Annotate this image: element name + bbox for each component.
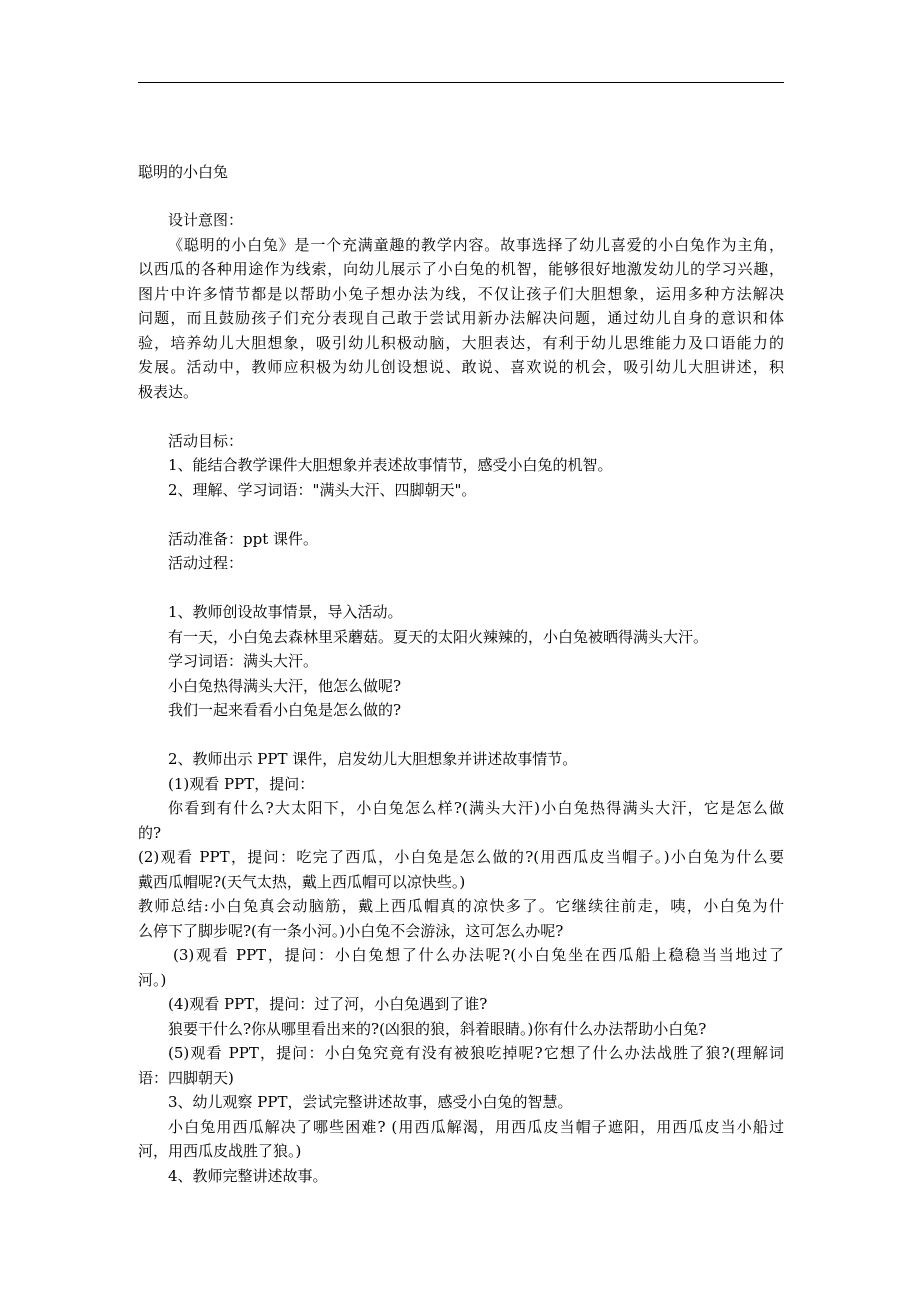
design-intent-line: 验，培养幼儿大胆想象，吸引幼儿积极动脑，大胆表达，有利于幼儿思维能力及口语能力的 xyxy=(138,333,784,352)
step2-question-2: 戴西瓜帽呢?(天气太热，戴上西瓜帽可以凉快些。) xyxy=(138,872,466,891)
step1-line: 学习词语：满头大汗。 xyxy=(168,652,319,670)
header-rule xyxy=(138,82,784,83)
step2-question-4: (4)观看 PPT，提问：过了河，小白兔遇到了谁? xyxy=(168,995,488,1013)
teacher-summary: 教师总结:小白兔真会动脑筋，戴上西瓜帽真的凉快多了。它继续往前走，咦，小白兔为什 xyxy=(138,897,784,915)
step4-heading: 4、教师完整讲述故事。 xyxy=(168,1166,328,1185)
design-intent-line: 问题，而且鼓励孩子们充分表现自己敢于尝试用新办法解决问题，通过幼儿自身的意识和体 xyxy=(138,309,784,327)
goal-item: 2、理解、学习词语："满头大汗、四脚朝天"。 xyxy=(168,480,477,499)
step2-question-3: (3)观看 PPT，提问：小白兔想了什么办法呢?(小白兔坐在西瓜船上稳稳当当地过了 xyxy=(173,946,784,964)
design-intent-paragraph xyxy=(138,233,784,405)
teacher-summary: 么停下了脚步呢?(有一条小河。)小白兔不会游泳，这可怎么办呢? xyxy=(138,921,564,940)
step1-line: 有一天，小白兔去森林里采蘑菇。夏天的太阳火辣辣的，小白兔被晒得满头大汗。 xyxy=(168,627,709,646)
step2-question-1: (1)观看 PPT，提问： xyxy=(168,774,315,793)
step2-question-1-detail: 的? xyxy=(138,823,162,842)
goal-item: 1、能结合教学课件大胆想象并表述故事情节，感受小白兔的机智。 xyxy=(168,456,613,474)
step2-question-5: (5)观看 PPT，提问：小白兔究竟有没有被狼吃掉呢?它想了什么办法战胜了狼?(理解词 xyxy=(168,1044,784,1062)
preparation: 活动准备：ppt 课件。 xyxy=(168,529,319,548)
step2-question-2: (2)观看 PPT，提问：吃完了西瓜，小白兔是怎么做的?(用西瓜皮当帽子。)小白兔为什么要 xyxy=(138,848,784,866)
document-title: 聪明的小白兔 xyxy=(138,163,229,181)
step3-line: 小白兔用西瓜解决了哪些困难? (用西瓜解渴，用西瓜皮当帽子遮阳，用西瓜皮当小船过 xyxy=(168,1117,784,1136)
design-intent-heading: 设计意图： xyxy=(168,211,244,229)
design-intent-line: 发展。活动中，教师应积极为幼儿创设想说、敢说、喜欢说的机会，吸引幼儿大胆讲述，积 xyxy=(138,358,784,376)
step2-question-3: 河。) xyxy=(138,970,167,989)
goals-heading: 活动目标： xyxy=(168,431,244,450)
design-intent-line: 极表达。 xyxy=(138,382,199,401)
step2-heading: 2、教师出示 PPT 课件，启发幼儿大胆想象并讲述故事情节。 xyxy=(168,750,578,768)
step1-heading: 1、教师创设故事情景，导入活动。 xyxy=(168,603,403,621)
step3-line: 河，用西瓜皮战胜了狼。) xyxy=(138,1142,302,1160)
step3-heading: 3、幼儿观察 PPT，尝试完整讲述故事，感受小白兔的智慧。 xyxy=(168,1093,573,1111)
design-intent-line: 图片中许多情节都是以帮助小兔子想办法为线，不仅让孩子们大胆想象，运用多种方法解决 xyxy=(138,284,784,303)
step2-question-1-detail: 你看到有什么?大太阳下，小白兔怎么样?(满头大汗)小白兔热得满头大汗，它是怎么做 xyxy=(168,799,784,817)
step1-line: 我们一起来看看小白兔是怎么做的? xyxy=(168,701,402,719)
design-intent-line: 《聪明的小白兔》是一个充满童趣的教学内容。故事选择了幼儿喜爱的小白兔作为主角， xyxy=(168,235,784,254)
step1-line: 小白兔热得满头大汗，他怎么做呢? xyxy=(168,676,402,695)
step2-question-5: 语：四脚朝天) xyxy=(138,1068,234,1087)
document-body xyxy=(138,160,784,1188)
design-intent-line: 以西瓜的各种用途作为线索，向幼儿展示了小白兔的机智，能够很好地激发幼儿的学习兴趣， xyxy=(138,260,784,278)
step2-question-4-detail: 狼要干什么?你从哪里看出来的?(凶狠的狼，斜着眼睛。)你有什么办法帮助小白兔? xyxy=(168,1019,707,1038)
process-heading: 活动过程： xyxy=(168,554,244,572)
